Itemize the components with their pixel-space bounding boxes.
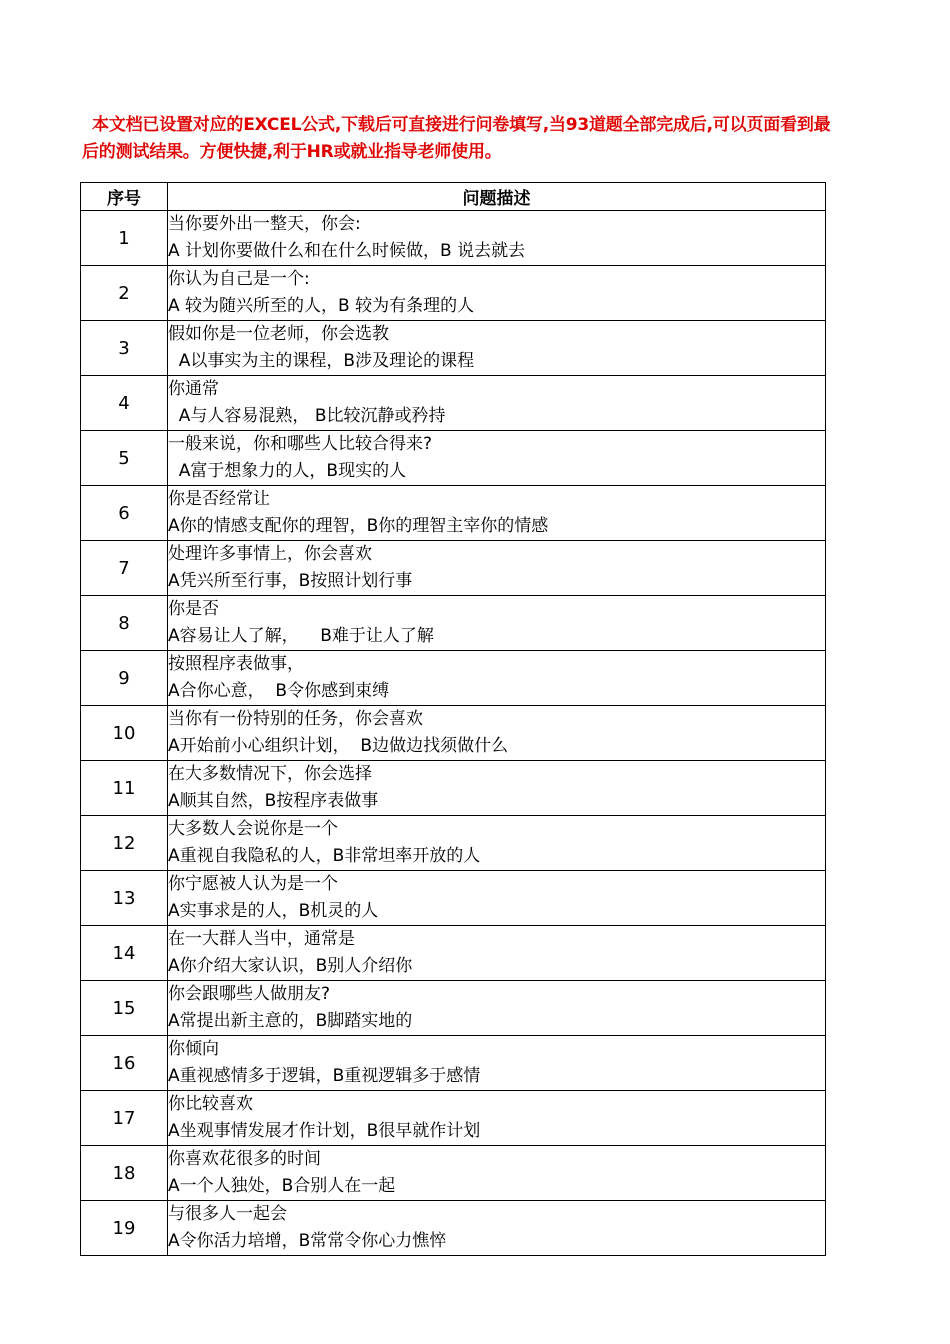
answer-options: A一个人独处，B合别人在一起 (168, 1176, 396, 1196)
question-text: 当你有一份特别的任务，你会喜欢 (168, 709, 423, 729)
question-text: 大多数人会说你是一个 (168, 819, 338, 839)
question-number: 14 (81, 926, 168, 981)
question-description (168, 816, 826, 871)
question-row (81, 1036, 826, 1091)
question-text: 你认为自己是一个: (168, 269, 310, 289)
question-row (81, 541, 826, 596)
question-description (168, 651, 826, 706)
question-description (168, 1091, 826, 1146)
answer-options: A以事实为主的课程，B涉及理论的课程 (168, 351, 475, 371)
header-number: 序号 (81, 183, 168, 211)
question-description (168, 1201, 826, 1256)
questionnaire-table (80, 182, 826, 1256)
question-description (168, 376, 826, 431)
question-number: 19 (81, 1201, 168, 1256)
question-row (81, 871, 826, 926)
question-row (81, 1201, 826, 1256)
question-description (168, 431, 826, 486)
question-description (168, 761, 826, 816)
question-number: 10 (81, 706, 168, 761)
question-text: 你是否 (168, 599, 219, 619)
question-row (81, 706, 826, 761)
question-row (81, 376, 826, 431)
question-number: 3 (81, 321, 168, 376)
question-row (81, 651, 826, 706)
question-row (81, 1091, 826, 1146)
question-number: 11 (81, 761, 168, 816)
question-text: 你喜欢花很多的时间 (168, 1149, 321, 1169)
question-number: 4 (81, 376, 168, 431)
question-number: 18 (81, 1146, 168, 1201)
header-row (81, 183, 826, 211)
question-text: 处理许多事情上，你会喜欢 (168, 544, 372, 564)
question-description (168, 926, 826, 981)
answer-options: A令你活力培增，B常常令你心力憔悴 (168, 1231, 447, 1251)
question-number: 6 (81, 486, 168, 541)
question-description (168, 981, 826, 1036)
answer-options: A与人容易混熟， B比较沉静或矜持 (168, 406, 446, 426)
question-number: 7 (81, 541, 168, 596)
answer-options: A合你心意， B令你感到束缚 (168, 681, 390, 701)
question-number: 1 (81, 211, 168, 266)
question-description (168, 321, 826, 376)
answer-options: A你的情感支配你的理智，B你的理智主宰你的情感 (168, 516, 549, 536)
question-row (81, 431, 826, 486)
question-description (168, 1036, 826, 1091)
answer-options: A顺其自然，B按程序表做事 (168, 791, 379, 811)
question-text: 当你要外出一整天，你会: (168, 214, 361, 234)
question-description (168, 871, 826, 926)
question-description (168, 1146, 826, 1201)
question-row (81, 981, 826, 1036)
question-description (168, 541, 826, 596)
question-text: 你通常 (168, 379, 219, 399)
answer-options: A重视感情多于逻辑，B重视逻辑多于感情 (168, 1066, 481, 1086)
answer-options: A开始前小心组织计划， B边做边找须做什么 (168, 736, 509, 756)
question-description (168, 486, 826, 541)
question-row (81, 1146, 826, 1201)
question-row (81, 816, 826, 871)
answer-options: A容易让人了解， B难于让人了解 (168, 626, 434, 646)
question-number: 17 (81, 1091, 168, 1146)
question-description (168, 211, 826, 266)
question-number: 8 (81, 596, 168, 651)
question-text: 假如你是一位老师，你会选教 (168, 324, 389, 344)
answer-options: A实事求是的人，B机灵的人 (168, 901, 379, 921)
answer-options: A富于想象力的人，B现实的人 (168, 461, 407, 481)
answer-options: A常提出新主意的，B脚踏实地的 (168, 1011, 413, 1031)
answer-options: A你介绍大家认识，B别人介绍你 (168, 956, 413, 976)
answer-options: A 较为随兴所至的人，B 较为有条理的人 (168, 296, 475, 316)
question-number: 5 (81, 431, 168, 486)
question-row (81, 761, 826, 816)
question-row (81, 926, 826, 981)
answer-options: A坐观事情发展才作计划，B很早就作计划 (168, 1121, 481, 1141)
question-number: 2 (81, 266, 168, 321)
answer-options: A凭兴所至行事，B按照计划行事 (168, 571, 413, 591)
instruction-notice: 本文档已设置对应的EXCEL公式,下载后可直接进行问卷填写,当93道题全部完成后,可以页面看到最后的测试结果。方便快捷,利于HR或就业指导老师使用。 (82, 115, 831, 162)
question-text: 一般来说，你和哪些人比较合得来? (168, 434, 433, 454)
question-text: 你比较喜欢 (168, 1094, 253, 1114)
question-row (81, 211, 826, 266)
question-text: 与很多人一起会 (168, 1204, 287, 1224)
question-row (81, 266, 826, 321)
question-number: 15 (81, 981, 168, 1036)
question-number: 16 (81, 1036, 168, 1091)
question-row (81, 321, 826, 376)
question-number: 9 (81, 651, 168, 706)
question-text: 你倾向 (168, 1039, 219, 1059)
question-text: 你宁愿被人认为是一个 (168, 874, 338, 894)
answer-options: A重视自我隐私的人，B非常坦率开放的人 (168, 846, 481, 866)
question-text: 在大多数情况下，你会选择 (168, 764, 372, 784)
question-row (81, 486, 826, 541)
question-row (81, 596, 826, 651)
question-text: 你是否经常让 (168, 489, 270, 509)
question-text: 按照程序表做事， (168, 654, 304, 674)
question-description (168, 596, 826, 651)
question-text: 你会跟哪些人做朋友? (168, 984, 331, 1004)
question-description (168, 706, 826, 761)
answer-options: A 计划你要做什么和在什么时候做，B 说去就去 (168, 241, 526, 261)
question-description (168, 266, 826, 321)
question-text: 在一大群人当中，通常是 (168, 929, 355, 949)
header-description: 问题描述 (168, 183, 826, 211)
question-number: 12 (81, 816, 168, 871)
question-number: 13 (81, 871, 168, 926)
